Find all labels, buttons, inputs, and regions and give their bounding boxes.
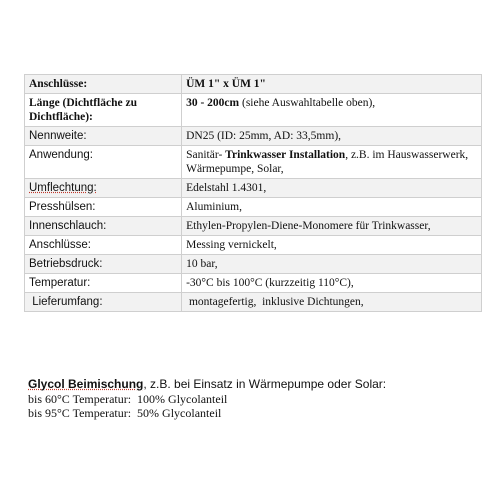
row-label: Innenschlauch:	[25, 217, 182, 236]
value-bold: 30 - 200cm	[186, 97, 240, 109]
table-row	[25, 146, 482, 179]
row-label: Betriebsdruck:	[25, 255, 182, 274]
row-value: Messing vernickelt,	[182, 236, 482, 255]
value-rest: , z.B. im Hauswasserwerk, Wärmepumpe, Solar,	[186, 149, 469, 175]
glycol-notes	[28, 377, 386, 421]
row-label: Anwendung:	[25, 146, 182, 179]
row-label: Temperatur:	[25, 274, 182, 293]
glycol-heading-rest: , z.B. bei Einsatz in Wärmepumpe oder Solar:	[143, 377, 387, 391]
row-label: Nennweite:	[25, 127, 182, 146]
row-label: Umflechtung:	[25, 179, 182, 198]
table-row	[25, 217, 482, 236]
spec-table	[24, 74, 482, 312]
row-value: Edelstahl 1.4301,	[182, 179, 482, 198]
table-row	[25, 127, 482, 146]
row-value: Aluminium,	[182, 198, 482, 217]
glycol-heading-bold: Glycol Beimischung	[28, 377, 144, 391]
row-value: DN25 (ID: 25mm, AD: 33,5mm),	[182, 127, 482, 146]
table-row	[25, 198, 482, 217]
table-row	[25, 274, 482, 293]
table-row	[25, 75, 482, 94]
value-pre: Sanitär-	[186, 149, 226, 161]
row-value	[182, 94, 482, 127]
table-row	[25, 236, 482, 255]
table-row	[25, 179, 482, 198]
row-label: Lieferumfang:	[25, 293, 182, 312]
value-rest: (siehe Auswahltabelle oben),	[239, 97, 376, 109]
row-value: ÜM 1" x ÜM 1"	[182, 75, 482, 94]
glycol-heading	[28, 377, 386, 392]
value-bold: Trinkwasser Installation	[225, 149, 346, 161]
row-value: 10 bar,	[182, 255, 482, 274]
row-value	[182, 146, 482, 179]
row-value: Ethylen-Propylen-Diene-Monomere für Trinkwasser,	[182, 217, 482, 236]
row-label: Presshülsen:	[25, 198, 182, 217]
row-value: -30°C bis 100°C (kurzzeitig 110°C),	[182, 274, 482, 293]
table-row	[25, 94, 482, 127]
glycol-line-60: bis 60°C Temperatur: 100% Glycolanteil	[28, 391, 228, 406]
row-label: Länge (Dichtfläche zu Dichtfläche):	[25, 94, 182, 127]
row-label: Anschlüsse:	[25, 236, 182, 255]
row-value: montagefertig, inklusive Dichtungen,	[182, 293, 482, 312]
row-label: Anschlüsse:	[25, 75, 182, 94]
glycol-line-95: bis 95°C Temperatur: 50% Glycolanteil	[28, 406, 222, 420]
table-row	[25, 293, 482, 312]
table-row	[25, 255, 482, 274]
